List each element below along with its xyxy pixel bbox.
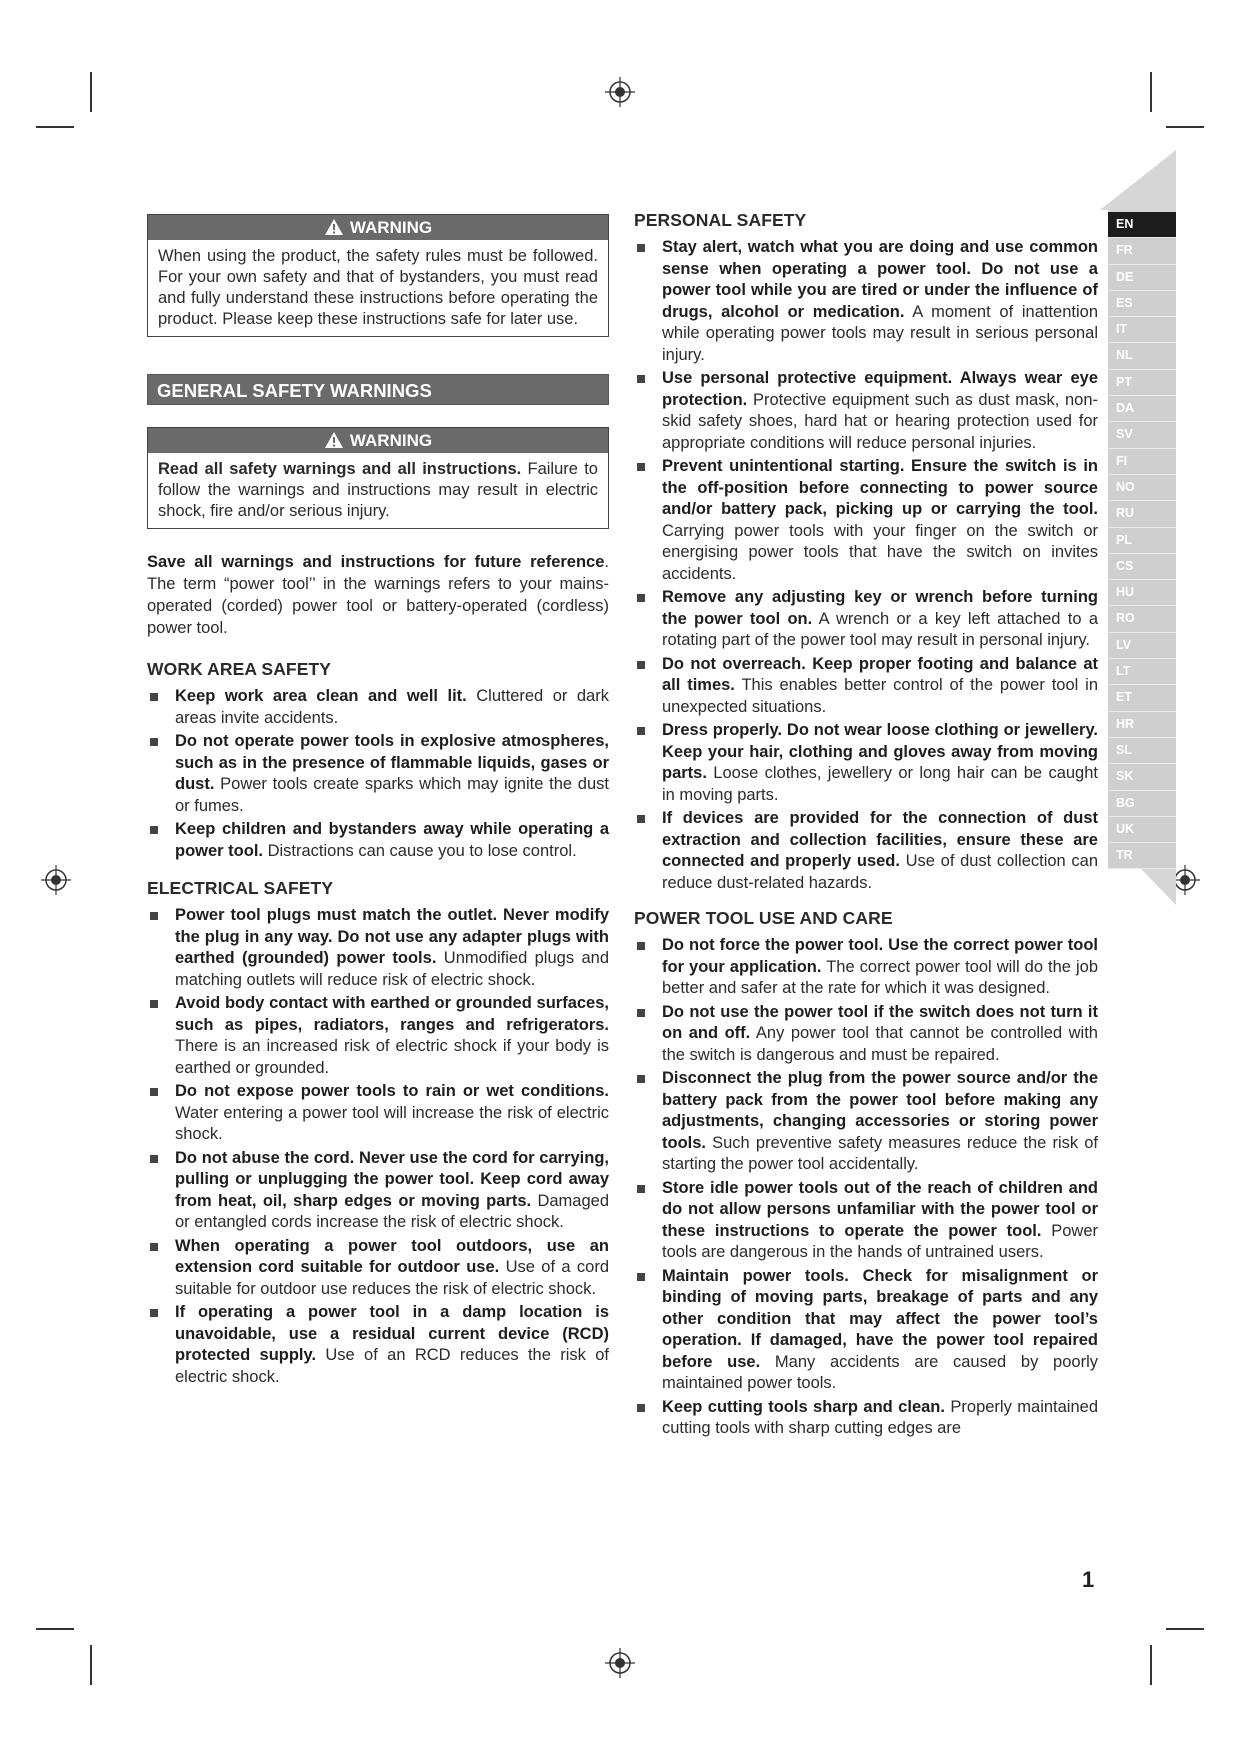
language-tab-bg[interactable]: BG <box>1108 791 1176 817</box>
save-instructions-paragraph <box>147 551 609 639</box>
language-tabs <box>1108 212 1176 869</box>
item-bold-text: Do not expose power tools to rain or wet conditions. <box>175 1082 609 1100</box>
list-item <box>634 587 1098 652</box>
save-bold-text: Save all warnings and instructions for future reference <box>147 553 605 571</box>
registration-mark-icon <box>605 1648 635 1678</box>
warning-bold-text: Read all safety warnings and all instructions. <box>158 460 522 478</box>
item-bold-text: If devices are provided for the connection of dust extraction and collection facilities, ensure these are connected and properly used. <box>662 809 1098 870</box>
language-tab-hr[interactable]: HR <box>1108 712 1176 738</box>
item-bold-text: Do not operate power tools in explosive atmospheres, such as in the presence of flammable liquids, gases or dust. <box>175 732 609 793</box>
electrical-list <box>147 905 609 1388</box>
item-plain-text: Power tools create sparks which may ignite the dust or fumes. <box>175 775 609 815</box>
language-tab-de[interactable]: DE <box>1108 265 1176 291</box>
item-bold-text: Keep cutting tools sharp and clean. <box>662 1397 945 1416</box>
language-tab-fi[interactable]: FI <box>1108 449 1176 475</box>
crop-mark <box>1166 126 1204 128</box>
language-tab-sk[interactable]: SK <box>1108 764 1176 790</box>
list-item <box>634 237 1098 366</box>
left-column <box>147 210 609 1390</box>
work-area-list <box>147 686 609 862</box>
item-plain-text: Use of a cord suitable for outdoor use reduces the risk of electric shock. <box>175 1258 610 1298</box>
item-bold-text: Disconnect the plug from the power source and/or the battery pack from the power tool before making any adjustments, changing accessories or storing power tools. <box>662 1069 1098 1152</box>
crop-mark <box>36 126 74 128</box>
language-tab-en[interactable]: EN <box>1108 212 1176 238</box>
list-item <box>634 808 1098 894</box>
language-tab-sl[interactable]: SL <box>1108 738 1176 764</box>
language-tab-ru[interactable]: RU <box>1108 501 1176 527</box>
warning-plain-text: Failure to follow the warnings and instructions may result in electric shock, fire and/or serious injury. <box>158 460 598 520</box>
item-bold-text: Dress properly. Do not wear loose clothing or jewellery. Keep your hair, clothing and gloves away from moving parts. <box>662 721 1098 782</box>
language-tab-uk[interactable]: UK <box>1108 817 1176 843</box>
language-tab-es[interactable]: ES <box>1108 291 1176 317</box>
item-bold-text: Avoid body contact with earthed or grounded surfaces, such as pipes, radiators, ranges and refrigerators. <box>175 994 609 1034</box>
language-tab-ro[interactable]: RO <box>1108 606 1176 632</box>
list-item <box>147 1081 609 1146</box>
item-plain-text: This enables better control of the power tool in unexpected situations. <box>662 676 1098 716</box>
item-plain-text: Properly maintained cutting tools with sharp cutting edges are <box>662 1397 1098 1437</box>
language-tab-lv[interactable]: LV <box>1108 633 1176 659</box>
language-tab-no[interactable]: NO <box>1108 475 1176 501</box>
list-item <box>147 1148 609 1234</box>
list-item <box>634 935 1098 1000</box>
list-item <box>634 1397 1098 1440</box>
section-title-work-area: WORK AREA SAFETY <box>147 659 332 679</box>
list-item <box>147 686 609 729</box>
item-bold-text: Maintain power tools. Check for misalignment or binding of moving parts, breakage of parts and any other condition that may affect the power tool’s operation. If damaged, have the power tool repaired before use. <box>662 1266 1098 1371</box>
warning-header <box>148 428 608 453</box>
item-bold-text: Use personal protective equipment. Always wear eye protection. <box>662 369 1098 409</box>
list-item <box>147 1236 609 1301</box>
item-bold-text: Store idle power tools out of the reach of children and do not allow persons unfamiliar with the power tool or these instructions to operate the power tool. <box>662 1178 1098 1240</box>
list-item <box>634 1266 1098 1395</box>
item-bold-text: Keep work area clean and well lit. <box>175 687 467 705</box>
language-tab-et[interactable]: ET <box>1108 685 1176 711</box>
warning-triangle-icon <box>324 218 344 236</box>
item-plain-text: Damaged or entangled cords increase the risk of electric shock. <box>175 1191 609 1231</box>
list-item <box>634 368 1098 454</box>
item-bold-text: Do not use the power tool if the switch does not turn it on and off. <box>662 1002 1098 1042</box>
section-title-electrical: ELECTRICAL SAFETY <box>147 878 334 898</box>
item-plain-text: Distractions can cause you to lose control. <box>263 841 577 860</box>
warning-text: When using the product, the safety rules must be followed. For your own safety and that of bystanders, you must read and fully understand these instructions before operating the product. Please keep these instructions safe for later use. <box>158 247 598 328</box>
item-bold-text: Do not overreach. Keep proper footing and balance at all times. <box>662 654 1098 694</box>
item-bold-text: Power tool plugs must match the outlet. Never modify the plug in any way. Do not use any adapter plugs with earthed (grounded) power tools. <box>175 906 609 967</box>
right-column <box>634 210 1098 1442</box>
list-item <box>634 1002 1098 1067</box>
language-tab-nl[interactable]: NL <box>1108 343 1176 369</box>
item-plain-text: Many accidents are caused by poorly maintained power tools. <box>662 1352 1098 1392</box>
section-title-use-care: POWER TOOL USE AND CARE <box>634 908 893 928</box>
item-bold-text: If operating a power tool in a damp location is unavoidable, use a residual current device (RCD) protected supply. <box>175 1303 609 1364</box>
language-tab-pl[interactable]: PL <box>1108 528 1176 554</box>
item-plain-text: The correct power tool will do the job better and safer at the rate for which it was designed. <box>662 957 1098 997</box>
list-item <box>634 1068 1098 1176</box>
item-plain-text: Such preventive safety measures reduce the risk of starting the power tool accidentally. <box>662 1133 1098 1173</box>
registration-mark-icon <box>41 865 71 895</box>
list-item <box>147 993 609 1079</box>
item-bold-text: Do not abuse the cord. Never use the cord for carrying, pulling or unplugging the power tool. Keep cord away from heat, oil, sharp edges or moving parts. <box>175 1148 609 1210</box>
crop-mark <box>1166 1628 1204 1630</box>
crop-mark <box>90 1645 92 1685</box>
list-item <box>634 456 1098 585</box>
list-item <box>147 731 609 817</box>
crop-mark <box>1150 72 1152 112</box>
language-tab-hu[interactable]: HU <box>1108 580 1176 606</box>
language-tab-sv[interactable]: SV <box>1108 422 1176 448</box>
list-item <box>634 720 1098 806</box>
item-bold-text: Keep children and bystanders away while operating a power tool. <box>175 820 609 860</box>
crop-mark <box>1150 1645 1152 1685</box>
item-plain-text: Use of dust collection can reduce dust-related hazards. <box>662 852 1098 892</box>
item-bold-text: Do not force the power tool. Use the correct power tool for your application. <box>662 936 1098 976</box>
item-bold-text: When operating a power tool outdoors, use an extension cord suitable for outdoor use. <box>175 1236 609 1276</box>
use-care-list <box>634 935 1098 1440</box>
language-tab-pt[interactable]: PT <box>1108 370 1176 396</box>
save-plain-text: . The term “power tool’’ in the warnings refers to your mains-operated (corded) power tool or battery-operated (cordless) power tool. <box>147 553 609 637</box>
language-tab-tr[interactable]: TR <box>1108 843 1176 869</box>
item-plain-text: A moment of inattention while operating power tools may result in serious personal injury. <box>662 302 1098 364</box>
item-plain-text: There is an increased risk of electric shock if your body is earthed or grounded. <box>175 1037 609 1077</box>
item-plain-text: Any power tool that cannot be controlled with the switch is dangerous and must be repaired. <box>662 1024 1098 1064</box>
item-plain-text: Carrying power tools with your finger on the switch or energising power tools that have the switch on invites accidents. <box>662 521 1098 583</box>
warning-triangle-icon <box>324 431 344 449</box>
warning-label: WARNING <box>349 218 433 237</box>
item-plain-text: Use of an RCD reduces the risk of electric shock. <box>175 1346 609 1386</box>
warning-text <box>148 453 608 528</box>
crop-mark <box>36 1628 74 1630</box>
item-plain-text: Protective equipment such as dust mask, non-skid safety shoes, hard hat or hearing protection used for appropriate conditions will reduce personal injuries. <box>662 390 1098 452</box>
page-number: 1 <box>1082 1567 1095 1592</box>
list-item <box>147 1302 609 1388</box>
crop-mark <box>90 72 92 112</box>
list-item <box>147 905 609 991</box>
item-plain-text: A wrench or a key left attached to a rotating part of the power tool may result in personal injury. <box>662 609 1098 649</box>
item-plain-text: Unmodified plugs and matching outlets will reduce risk of electric shock. <box>175 949 609 989</box>
language-tab-da[interactable]: DA <box>1108 396 1176 422</box>
warning-header <box>148 215 608 240</box>
item-plain-text: Cluttered or dark areas invite accidents. <box>175 687 609 727</box>
item-plain-text: Loose clothes, jewellery or long hair can be caught in moving parts. <box>662 764 1098 804</box>
language-tab-it[interactable]: IT <box>1108 317 1176 343</box>
item-bold-text: Prevent unintentional starting. Ensure the switch is in the off-position before connecting to power source and/or battery pack, picking up or carrying the tool. <box>662 457 1098 518</box>
warning-label: WARNING <box>349 431 433 450</box>
warning-box <box>147 214 609 337</box>
language-tab-cs[interactable]: CS <box>1108 554 1176 580</box>
list-item <box>634 1178 1098 1264</box>
item-bold-text: Remove any adjusting key or wrench before turning the power tool on. <box>662 588 1098 628</box>
personal-safety-list <box>634 237 1098 894</box>
language-tab-fr[interactable]: FR <box>1108 238 1176 264</box>
item-plain-text: Water entering a power tool will increase the risk of electric shock. <box>175 1103 609 1143</box>
item-bold-text: Stay alert, watch what you are doing and use common sense when operating a power tool. Do not use a power tool while you are tired or under the influence of drugs, alcohol or medication. <box>662 238 1098 321</box>
list-item <box>147 819 609 862</box>
warning-box <box>147 427 609 529</box>
section-title-personal: PERSONAL SAFETY <box>634 210 807 230</box>
registration-mark-icon <box>605 77 635 107</box>
general-safety-heading: GENERAL SAFETY WARNINGS <box>147 374 609 405</box>
list-item <box>634 654 1098 719</box>
language-tab-lt[interactable]: LT <box>1108 659 1176 685</box>
item-plain-text: Power tools are dangerous in the hands of untrained users. <box>662 1221 1099 1261</box>
